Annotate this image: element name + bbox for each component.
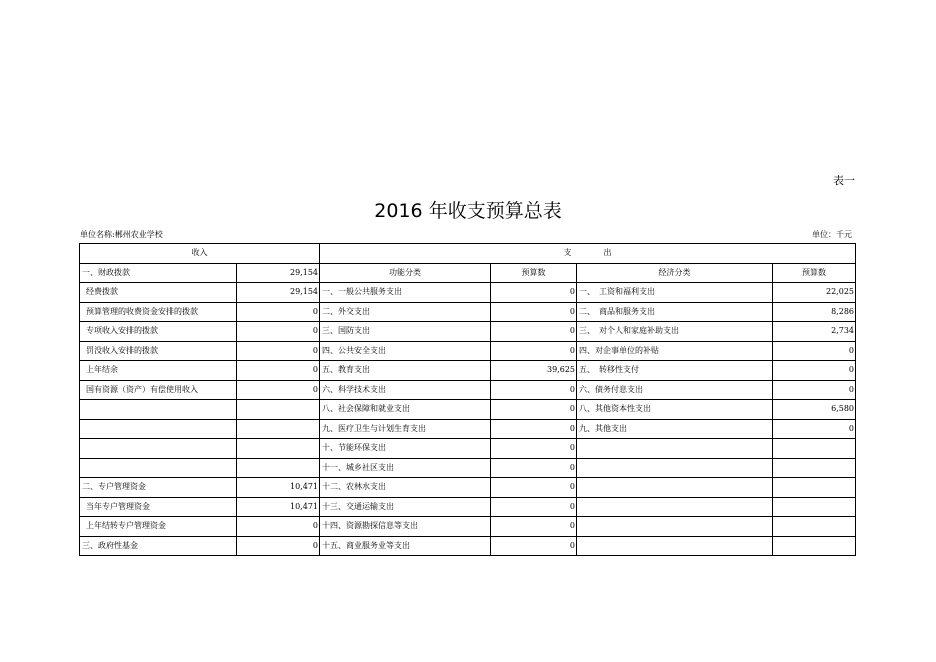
income-item-cell: 二、专户管理资金 [80, 478, 237, 498]
economic-value-cell: 0 [773, 341, 856, 361]
income-item-cell: 专项收入安排的拨款 [80, 322, 237, 342]
functional-value-cell: 0 [491, 439, 577, 459]
economic-item-cell [577, 458, 773, 478]
table-row [80, 497, 856, 517]
table-row [80, 380, 856, 400]
income-value-cell: 0 [237, 341, 320, 361]
economic-item-cell: 五、 转移性支付 [577, 361, 773, 381]
budget-summary-table [79, 243, 856, 556]
income-value-cell [237, 400, 320, 420]
functional-value-cell: 39,625 [491, 361, 577, 381]
economic-value-cell: 6,580 [773, 400, 856, 420]
income-item-cell [80, 400, 237, 420]
income-value-cell: 0 [237, 302, 320, 322]
economic-item-cell: 八、其他资本性支出 [577, 400, 773, 420]
economic-value-cell: 22,025 [773, 283, 856, 303]
income-value-cell: 0 [237, 322, 320, 342]
economic-item-cell [577, 536, 773, 556]
table-row [80, 302, 856, 322]
economic-header: 经济分类 [577, 263, 773, 283]
income-value-cell [237, 439, 320, 459]
functional-value-cell: 0 [491, 458, 577, 478]
income-value-cell: 10,471 [237, 478, 320, 498]
economic-item-cell: 三、 对个人和家庭补助支出 [577, 322, 773, 342]
table-row [80, 400, 856, 420]
functional-item-cell: 八、社会保障和就业支出 [320, 400, 491, 420]
functional-value-cell: 0 [491, 419, 577, 439]
table-row [80, 419, 856, 439]
table-row [80, 322, 856, 342]
economic-value-cell [773, 439, 856, 459]
functional-value-cell: 0 [491, 341, 577, 361]
income-value-cell [237, 458, 320, 478]
economic-item-cell: 二、 商品和服务支出 [577, 302, 773, 322]
functional-value-cell: 0 [491, 302, 577, 322]
functional-item-cell: 十四、资源勘探信息等支出 [320, 517, 491, 537]
income-item-cell: 经费拨款 [80, 283, 237, 303]
economic-value-cell: 2,734 [773, 322, 856, 342]
economic-item-cell [577, 439, 773, 459]
expense-header: 支 出 [320, 244, 856, 264]
functional-value-cell: 0 [491, 536, 577, 556]
table-row [80, 458, 856, 478]
income-value-cell: 10,471 [237, 497, 320, 517]
economic-item-cell [577, 517, 773, 537]
income-value-cell [237, 419, 320, 439]
economic-value-cell: 0 [773, 361, 856, 381]
functional-value-cell: 0 [491, 400, 577, 420]
economic-item-cell [577, 478, 773, 498]
table-row [80, 283, 856, 303]
functional-item-cell: 十五、商业服务业等支出 [320, 536, 491, 556]
table-row [80, 478, 856, 498]
functional-value-cell: 0 [491, 478, 577, 498]
income-value-cell: 0 [237, 380, 320, 400]
functional-item-cell: 五、教育支出 [320, 361, 491, 381]
economic-value-cell: 8,286 [773, 302, 856, 322]
income-item-cell: 三、政府性基金 [80, 536, 237, 556]
functional-header: 功能分类 [320, 263, 491, 283]
economic-value-cell: 0 [773, 419, 856, 439]
economic-value-cell [773, 458, 856, 478]
economic-value-cell [773, 497, 856, 517]
functional-item-cell: 十二、农林水支出 [320, 478, 491, 498]
budget-amount2-header: 预算数 [773, 263, 856, 283]
functional-value-cell: 0 [491, 322, 577, 342]
functional-value-cell: 0 [491, 517, 577, 537]
table-row [80, 361, 856, 381]
table-row [80, 536, 856, 556]
income-item-cell [80, 419, 237, 439]
income-item-cell: 国有资源（资产）有偿使用收入 [80, 380, 237, 400]
functional-item-cell: 六、科学技术支出 [320, 380, 491, 400]
unit-label: 单位：千元 [812, 230, 852, 239]
functional-value-cell: 0 [491, 497, 577, 517]
income-value-cell: 29,154 [237, 263, 320, 283]
income-item-cell: 当年专户管理资金 [80, 497, 237, 517]
budget-amount-header: 预算数 [491, 263, 577, 283]
economic-item-cell [577, 497, 773, 517]
functional-item-cell: 四、公共安全支出 [320, 341, 491, 361]
organization-label: 单位名称:郴州农业学校 [80, 230, 163, 239]
income-item-cell: 一、财政拨款 [80, 263, 237, 283]
economic-item-cell: 六、债务付息支出 [577, 380, 773, 400]
page-title: 2016 年收支预算总表 [374, 200, 562, 222]
functional-item-cell: 二、外交支出 [320, 302, 491, 322]
economic-value-cell: 0 [773, 380, 856, 400]
table-number-tag: 表一 [833, 174, 855, 187]
income-item-cell: 上年结余 [80, 361, 237, 381]
income-item-cell [80, 458, 237, 478]
functional-item-cell: 十三、交通运输支出 [320, 497, 491, 517]
income-value-cell: 29,154 [237, 283, 320, 303]
income-item-cell [80, 439, 237, 459]
economic-item-cell: 四、对企事单位的补贴 [577, 341, 773, 361]
table-row [80, 439, 856, 459]
economic-value-cell [773, 536, 856, 556]
table-row [80, 341, 856, 361]
economic-value-cell [773, 478, 856, 498]
functional-item-cell: 九、医疗卫生与计划生育支出 [320, 419, 491, 439]
income-item-cell: 预算管理的收费资金安排的拨款 [80, 302, 237, 322]
income-value-cell: 0 [237, 536, 320, 556]
income-value-cell: 0 [237, 517, 320, 537]
functional-item-cell: 十、节能环保支出 [320, 439, 491, 459]
income-header: 收入 [80, 244, 320, 264]
income-value-cell: 0 [237, 361, 320, 381]
economic-value-cell [773, 517, 856, 537]
header-row-top [80, 244, 856, 264]
income-item-cell: 上年结转专户管理资金 [80, 517, 237, 537]
table-row [80, 263, 856, 283]
table-row [80, 517, 856, 537]
functional-value-cell: 0 [491, 380, 577, 400]
economic-item-cell: 九、其他支出 [577, 419, 773, 439]
functional-item-cell: 三、国防支出 [320, 322, 491, 342]
income-item-cell: 罚没收入安排的拨款 [80, 341, 237, 361]
functional-value-cell: 0 [491, 283, 577, 303]
economic-item-cell: 一、 工资和福利支出 [577, 283, 773, 303]
functional-item-cell: 十一、城乡社区支出 [320, 458, 491, 478]
functional-item-cell: 一、一般公共服务支出 [320, 283, 491, 303]
